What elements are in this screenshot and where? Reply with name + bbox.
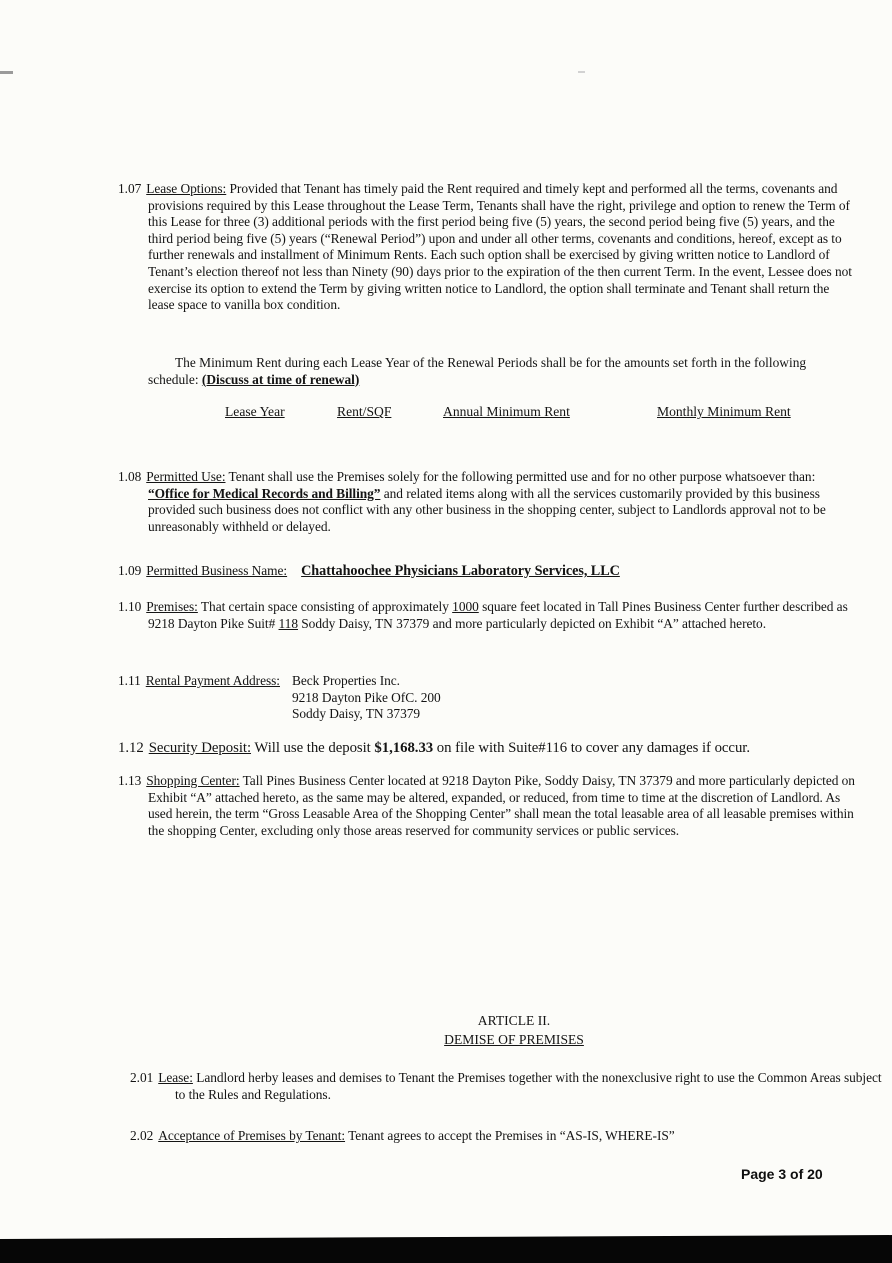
address-line: Soddy Daisy, TN 37379 (291, 706, 421, 722)
section-number: 2.02 (130, 1128, 154, 1143)
payment-address-block (292, 673, 441, 723)
deposit-amount-value: $1,168.33 (374, 740, 434, 756)
section-1-08-permitted-use (118, 469, 856, 535)
section-number: 1.13 (118, 773, 142, 788)
column-header-rent-sqf: Rent/SQF (337, 404, 392, 419)
scan-artifact-bottom-edge (0, 1235, 892, 1263)
section-number: 2.01 (130, 1070, 154, 1085)
renewal-schedule-paragraph (118, 355, 856, 388)
suite-number-value: 118 (278, 615, 298, 631)
section-heading: Security Deposit: (148, 740, 252, 756)
section-body: Soddy Daisy, TN 37379 and more particularly depicted on Exhibit “A” attached hereto. (297, 615, 766, 631)
section-heading: Shopping Center: (146, 773, 240, 788)
section-1-09-permitted-business-name (118, 563, 856, 580)
section-1-13-shopping-center (118, 773, 856, 839)
renewal-intro-text: The Minimum Rent during each Lease Year of the Renewal Periods shall be for the amounts set forth in the following schedule: (148, 355, 807, 387)
section-body: Provided that Tenant has timely paid the Rent required and timely kept and performed all the terms, covenants and provisions required by this Lease throughout the Lease Term, Tenants shall have the right, privilege and option to renew the Term of this Lease for three (3) additional periods with the first period being five (5) years, the second period being five (5) years, and the third period being five (5) years (“Renewal Period”) upon and under all other terms, covenants and conditions, hereof, except as to further renewals and installment of Minimum Rents. Each such option shall be exercised by giving written notice to Landlord of Tenant’s election thereof not less than Ninety (90) days prior to the expiration of the then current Term. In the event, Lessee does not exercise its option to extend the Term by giving written notice to Landlord, the option shall terminate and Tenant shall return the lease space to vanilla box condition. (148, 181, 852, 313)
page-number: Page 3 of 20 (741, 1166, 823, 1182)
renewal-note: (Discuss at time of renewal) (201, 371, 360, 387)
section-heading: Permitted Use: (146, 469, 226, 484)
address-line: Beck Properties Inc. (291, 673, 400, 688)
column-header-annual-minimum-rent: Annual Minimum Rent (443, 404, 570, 419)
permitted-use-value: “Office for Medical Records and Billing” (148, 485, 381, 501)
article-title: ARTICLE II. (477, 1013, 551, 1028)
article-subtitle: DEMISE OF PREMISES (444, 1031, 584, 1047)
section-heading: Acceptance of Premises by Tenant: (158, 1128, 346, 1143)
section-number: 1.08 (118, 469, 142, 484)
section-1-12-security-deposit (118, 739, 826, 757)
address-line: 9218 Dayton Pike OfC. 200 (291, 689, 441, 705)
section-body: square feet located in Tall Pines Business Center further described as 9218 Dayton Pike Suit# (148, 599, 848, 631)
section-body: Tall Pines Business Center located at 9218 Dayton Pike, Soddy Daisy, TN 37379 and more particularly depicted on Exhibit “A” attached hereto, as the same may be altered, expanded, or reduced, from time to time at the discretion of Landlord. As used herein, the term “Gross Leasable Area of the Shopping Center” shall mean the total leasable area of all leasable premises within the shopping Center, excluding only those areas reserved for community services or public services. (148, 773, 855, 838)
section-heading: Rental Payment Address: (145, 673, 280, 688)
section-heading: Permitted Business Name: (146, 563, 288, 578)
section-2-02-acceptance (118, 1128, 883, 1145)
square-feet-value: 1000 (452, 599, 479, 614)
scan-artifact-dash (0, 71, 13, 74)
section-body: That certain space consisting of approximately (197, 599, 453, 614)
section-number: 1.10 (118, 599, 142, 614)
section-body: Landlord herby leases and demises to Tenant the Premises together with the nonexclusive right to use the Common Areas subject to the Rules and Regulations. (175, 1070, 882, 1102)
section-body: Will use the deposit (251, 740, 375, 756)
section-body: Tenant agrees to accept the Premises in “AS-IS, WHERE-IS” (345, 1128, 675, 1143)
section-1-10-premises (118, 599, 856, 632)
section-heading: Lease Options: (146, 181, 227, 196)
section-body: and related items along with all the services customarily provided by this business provided such business does not conflict with any other business in the shopping center, subject to Landlords approval not to be unreasonably withheld or delayed. (148, 485, 826, 534)
section-2-01-lease (118, 1070, 883, 1103)
column-header-lease-year: Lease Year (225, 404, 285, 419)
section-heading: Lease: (158, 1070, 193, 1085)
column-header-monthly-minimum-rent: Monthly Minimum Rent (657, 404, 791, 419)
business-name-value: Chattahoochee Physicians Laboratory Services, LLC (301, 563, 620, 579)
section-1-07-lease-options (118, 181, 856, 314)
section-body: Tenant shall use the Premises solely for the following permitted use and for no other purpose whatsoever than: (225, 469, 816, 484)
section-heading: Premises: (146, 599, 198, 614)
article-2-heading (118, 1012, 868, 1049)
section-number: 1.09 (118, 563, 142, 578)
rent-schedule-header-row (118, 404, 826, 422)
section-1-11-rental-payment-address (118, 673, 826, 723)
section-number: 1.12 (118, 740, 144, 756)
scan-artifact-speck (578, 71, 585, 73)
section-number: 1.11 (118, 673, 141, 688)
section-body: on file with Suite#116 to cover any damages if occur. (433, 740, 751, 756)
section-number: 1.07 (118, 181, 142, 196)
